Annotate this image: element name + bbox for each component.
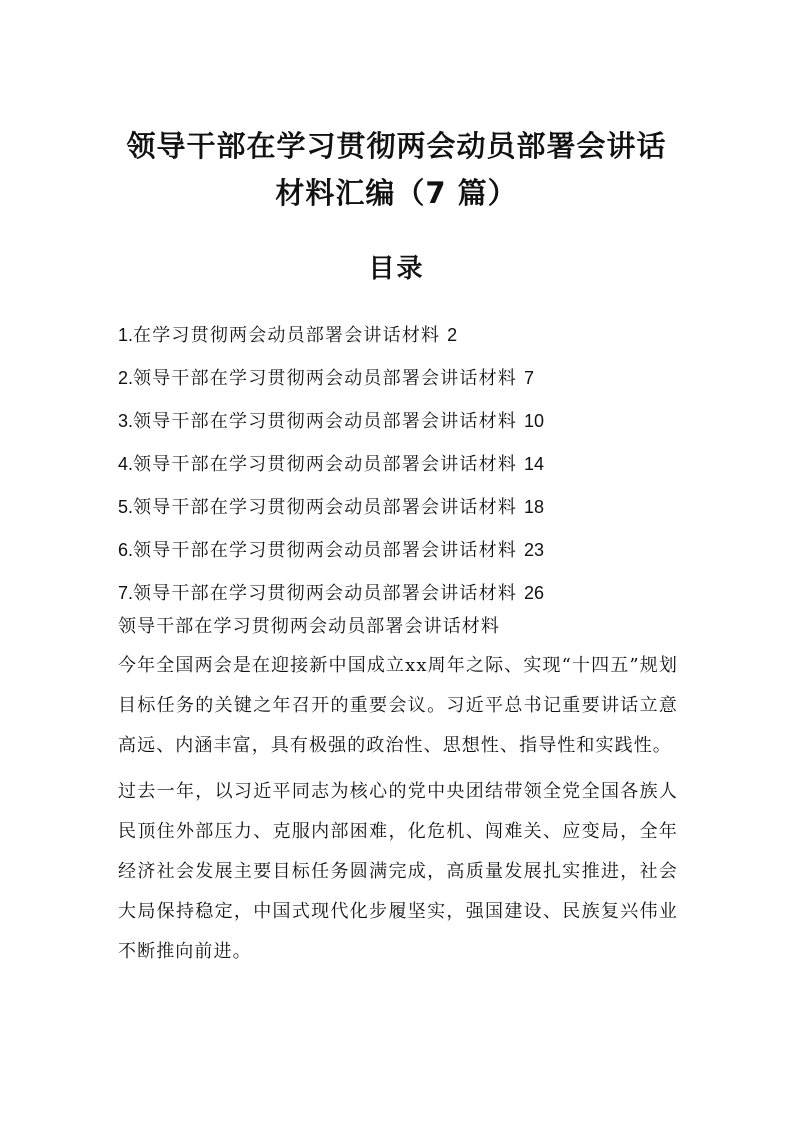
table-of-contents [118, 318, 678, 619]
toc-entry-text: 领导干部在学习贯彻两会动员部署会讲话材料 [133, 368, 518, 389]
toc-entry[interactable] [118, 490, 678, 533]
toc-entry-text: 在学习贯彻两会动员部署会讲话材料 [133, 325, 441, 346]
toc-entry-page: 26 [523, 583, 544, 603]
toc-entry-page: 2 [447, 325, 458, 345]
toc-entry-text: 领导干部在学习贯彻两会动员部署会讲话材料 [133, 540, 518, 561]
article-paragraph: 过去一年，以习近平同志为核心的党中央团结带领全党全国各族人民顶住外部压力、克服内部困难，化危机、闯难关、应变局，全年经济社会发展主要目标任务圆满完成，高质量发展扎实推进，社会大局保持稳定，中国式现代化步履坚实，强国建设、民族复兴伟业不断推向前进。 [118, 781, 678, 962]
toc-entry[interactable] [118, 447, 678, 490]
toc-entry-number: 3. [118, 411, 134, 431]
article-heading: 领导干部在学习贯彻两会动员部署会讲话材料 [118, 616, 500, 637]
document-title-line-2: 材料汇编（7 篇） [275, 176, 518, 210]
toc-entry[interactable] [118, 318, 678, 361]
toc-entry-page: 23 [523, 540, 544, 560]
article-paragraph: 今年全国两会是在迎接新中国成立xx周年之际、实现“十四五”规划目标任务的关键之年召开的重要会议。习近平总书记重要讲话立意高远、内涵丰富，具有极强的政治性、思想性、指导性和实践性。 [118, 655, 678, 756]
toc-entry-text: 领导干部在学习贯彻两会动员部署会讲话材料 [133, 411, 518, 432]
toc-entry-text: 领导干部在学习贯彻两会动员部署会讲话材料 [133, 497, 518, 518]
toc-entry-number: 1. [118, 325, 134, 345]
article-body [118, 610, 678, 972]
toc-entry-page: 18 [523, 497, 544, 517]
toc-entry-page: 10 [523, 411, 544, 431]
toc-entry-page: 14 [523, 454, 544, 474]
document-title-line-1: 领导干部在学习贯彻两会动员部署会讲话 [126, 129, 667, 163]
toc-entry[interactable] [118, 404, 678, 447]
toc-entry[interactable] [118, 361, 678, 404]
toc-entry-number: 4. [118, 454, 134, 474]
toc-entry-number: 7. [118, 583, 134, 603]
toc-entry[interactable] [118, 533, 678, 576]
toc-entry-text: 领导干部在学习贯彻两会动员部署会讲话材料 [133, 583, 518, 604]
toc-entry-number: 2. [118, 368, 134, 388]
toc-heading: 目录 [368, 254, 425, 284]
toc-entry-text: 领导干部在学习贯彻两会动员部署会讲话材料 [133, 454, 518, 475]
toc-entry-number: 5. [118, 497, 134, 517]
toc-entry-number: 6. [118, 540, 134, 560]
toc-entry-page: 7 [523, 368, 534, 388]
